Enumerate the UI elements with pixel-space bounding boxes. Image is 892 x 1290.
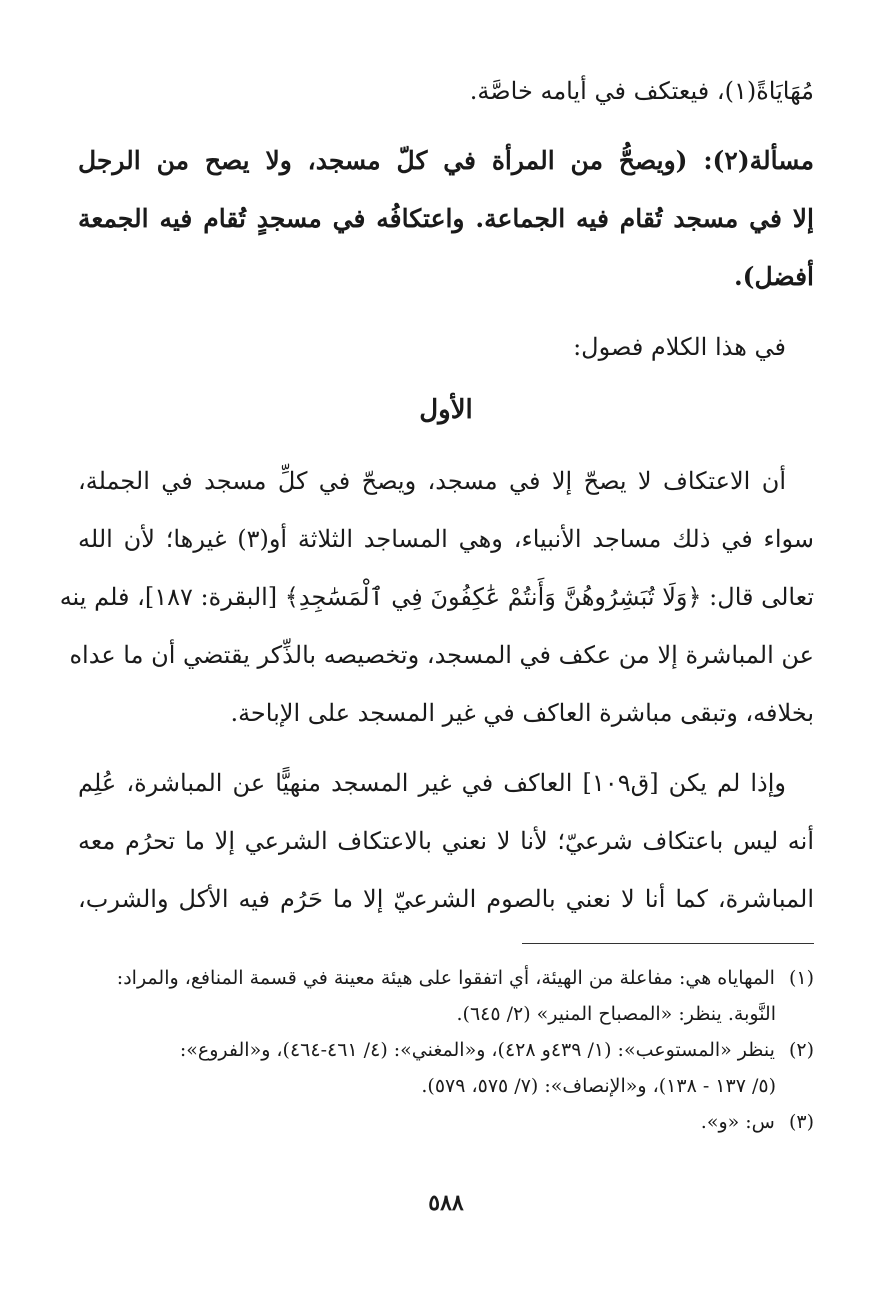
- section-heading: الأول: [419, 395, 473, 425]
- footnote-divider: [522, 943, 814, 944]
- masala-block: [78, 132, 814, 306]
- footnote-number: (٢): [788, 1039, 814, 1061]
- footnote-number: (١): [788, 967, 814, 989]
- paragraph-1-line: أن الاعتكاف لا يصحّ إلا في مسجد، ويصحّ في كلِّ مسجد في الجملة،: [78, 467, 786, 495]
- footnote-text: ينظر «المستوعب»: (١/ ٤٣٩و ٤٢٨)، و«المغني»: (٤/ ٤٦١-٤٦٤)، و«الفروع»:: [179, 1039, 775, 1061]
- paragraph-2-line: وإذا لم يكن [ق١٠٩] العاكف في غير المسجد منهيًّا عن المباشرة، عُلِم: [78, 769, 786, 797]
- paragraph-1-line: عن المباشرة إلا من عكف في المسجد، وتخصيصه بالذِّكر يقتضي أن ما عداه: [69, 641, 814, 669]
- paragraph-1-line: بخلافه، وتبقى مباشرة العاكف في غير المسجد على الإباحة.: [230, 699, 814, 727]
- footnote-text: النَّوبة. ينظر: «المصباح المنير» (٢/ ٦٤٥).: [456, 1003, 776, 1025]
- paragraph-1: [59, 452, 814, 742]
- footnote-1: [78, 960, 814, 996]
- page-body: [59, 62, 814, 928]
- paragraph-2-line: أنه ليس باعتكاف شرعيّ؛ لأنا لا نعني بالاعتكاف الشرعي إلا ما تحرُم معه: [78, 827, 814, 855]
- fusul-line: في هذا الكلام فصول:: [573, 333, 786, 361]
- paragraph-1-line: سواء في ذلك مساجد الأنبياء، وهي المساجد الثلاثة أو(٣) غيرها؛ لأن الله: [78, 525, 814, 553]
- footnote-text: (٥/ ١٣٧ - ١٣٨)، و«الإنصاف»: (٧/ ٥٧٥، ٥٧٩).: [421, 1075, 776, 1097]
- footnotes: [78, 960, 814, 1140]
- page-number: ٥٨٨: [428, 1190, 464, 1216]
- footnote-2: [78, 1032, 814, 1068]
- intro-line: مُهَايَاةً(١)، فيعتكف في أيامه خاصَّة.: [469, 77, 814, 105]
- paragraph-2: [78, 754, 814, 928]
- masala-line-3: أفضل).: [733, 262, 814, 291]
- paragraph-1-line: تعالى قال: ﴿وَلَا تُبَشِرُوهُنَّ وَأَنتُمْ عَٰكِفُونَ فِي ٱلْمَسَٰجِدِ﴾ [البقرة: ١٨٧]، فلم ينه: [59, 583, 814, 611]
- footnote-3: [78, 1104, 814, 1140]
- footnote-number: (٣): [788, 1111, 814, 1133]
- masala-line-1: مسألة(٢): (ويصحُّ من المرأة في كلّ مسجد، ولا يصح من الرجل: [78, 146, 814, 175]
- footnote-text: س: «و».: [700, 1111, 775, 1133]
- paragraph-2-line: المباشرة، كما أنا لا نعني بالصوم الشرعيّ إلا ما حَرُم فيه الأكل والشرب،: [78, 885, 814, 913]
- masala-line-2: إلا في مسجد تُقام فيه الجماعة. واعتكافُه في مسجدٍ تُقام فيه الجمعة: [78, 204, 814, 233]
- footnote-text: المهاياه هي: مفاعلة من الهيئة، أي اتفقوا على هيئة معينة في قسمة المنافع، والمراد:: [116, 967, 775, 989]
